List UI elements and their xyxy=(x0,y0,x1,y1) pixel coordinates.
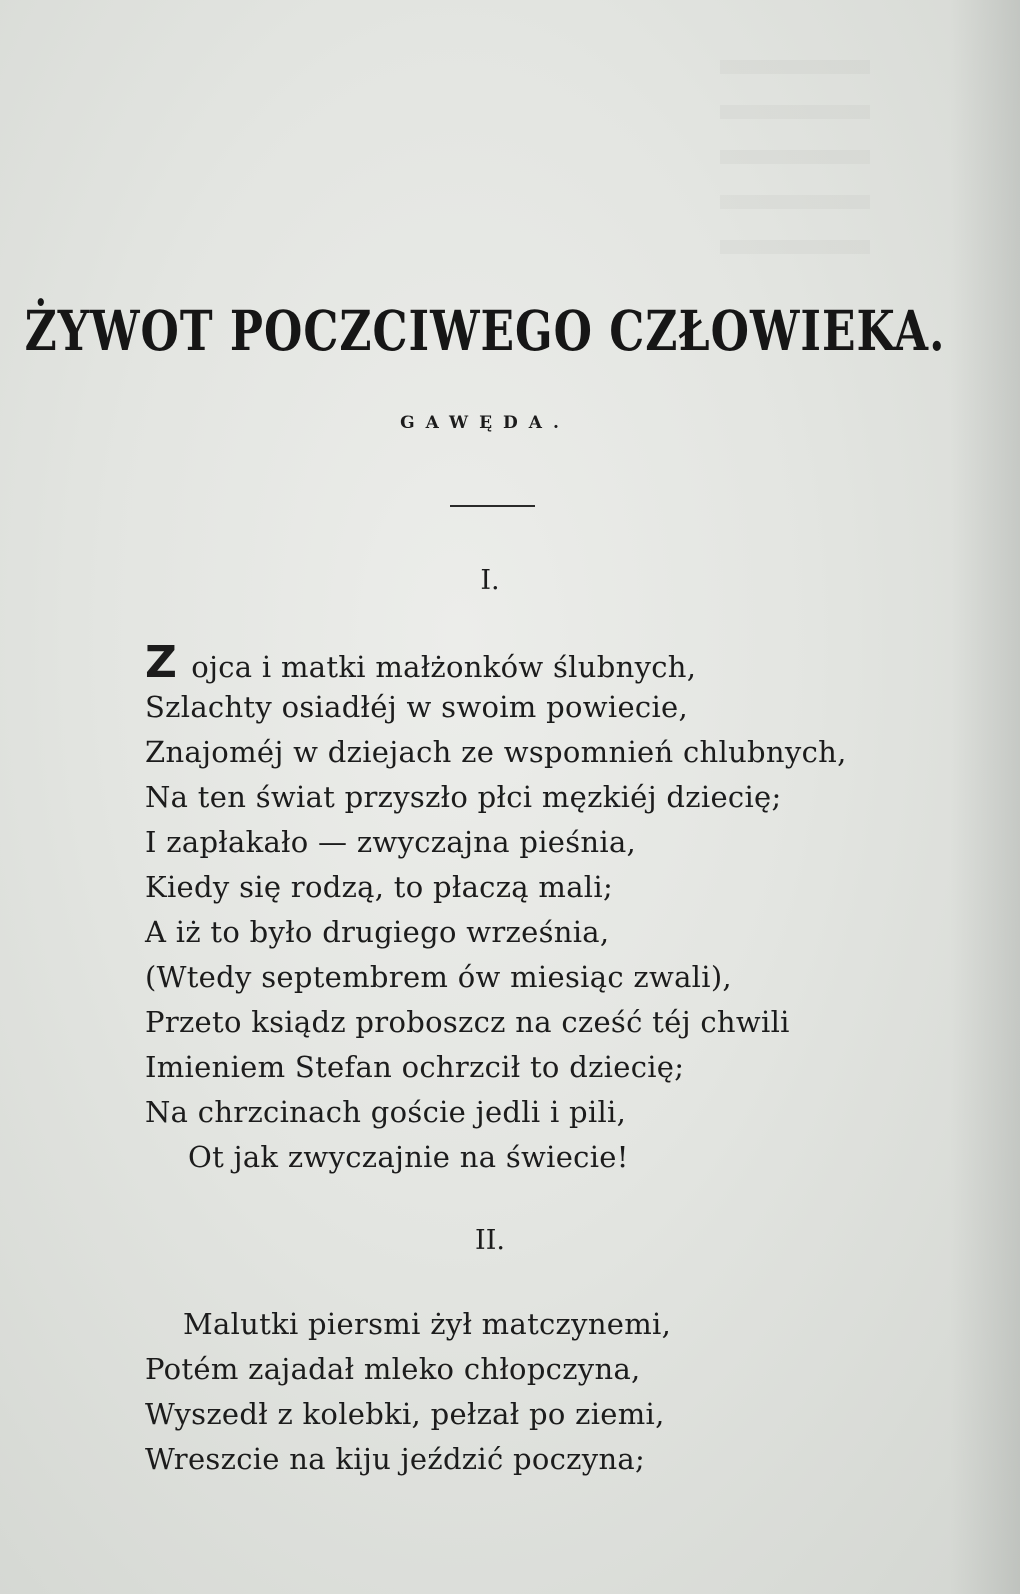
verse-line: Na ten świat przyszło płci męzkiéj dziecię; xyxy=(145,780,782,814)
verse-line: Wyszedł z kolebki, pełzał po ziemi, xyxy=(145,1397,665,1431)
drop-cap: Z xyxy=(145,637,178,688)
verse-line: Imieniem Stefan ochrzcił to dziecię; xyxy=(145,1050,685,1084)
verse-line: I zapłakało — zwyczajna pieśnia, xyxy=(145,825,637,859)
title-divider xyxy=(450,505,535,507)
verse-line: Wreszcie na kiju jeździć poczyna; xyxy=(145,1442,646,1476)
verse-line xyxy=(145,637,847,688)
poem-title: ŻYWOT POCZCIWEGO CZŁOWIEKA. xyxy=(24,300,946,364)
section-numeral: II. xyxy=(475,1225,505,1256)
poem-subtitle: GAWĘDA. xyxy=(400,413,570,433)
verse-line: Przeto ksiądz proboszcz na cześć téj chwili xyxy=(145,1005,790,1039)
verse-line: Potém zajadał mleko chłopczyna, xyxy=(145,1352,641,1386)
verse-line: Znajoméj w dziejach ze wspomnień chlubnych, xyxy=(145,735,847,769)
verse-line: A iż to było drugiego września, xyxy=(145,915,610,949)
verse-line: (Wtedy septembrem ów miesiąc zwali), xyxy=(145,960,732,994)
verse-line: Malutki piersmi żył matczynemi, xyxy=(183,1307,672,1341)
verse-line-text: ojca i matki małżonków ślubnych, xyxy=(191,650,697,684)
verse-line: Na chrzcinach goście jedli i pili, xyxy=(145,1095,627,1129)
stanza-1 xyxy=(145,637,847,1180)
section-numeral: I. xyxy=(480,565,500,596)
verse-line: Kiedy się rodzą, to płaczą mali; xyxy=(145,870,614,904)
verse-line: Szlachty osiadłéj w swoim powiecie, xyxy=(145,690,689,724)
page-edge-shadow xyxy=(950,0,1020,1594)
stanza-2 xyxy=(145,1302,671,1482)
verse-line: Ot jak zwyczajnie na świecie! xyxy=(188,1140,629,1174)
bleed-through-text xyxy=(720,60,870,280)
